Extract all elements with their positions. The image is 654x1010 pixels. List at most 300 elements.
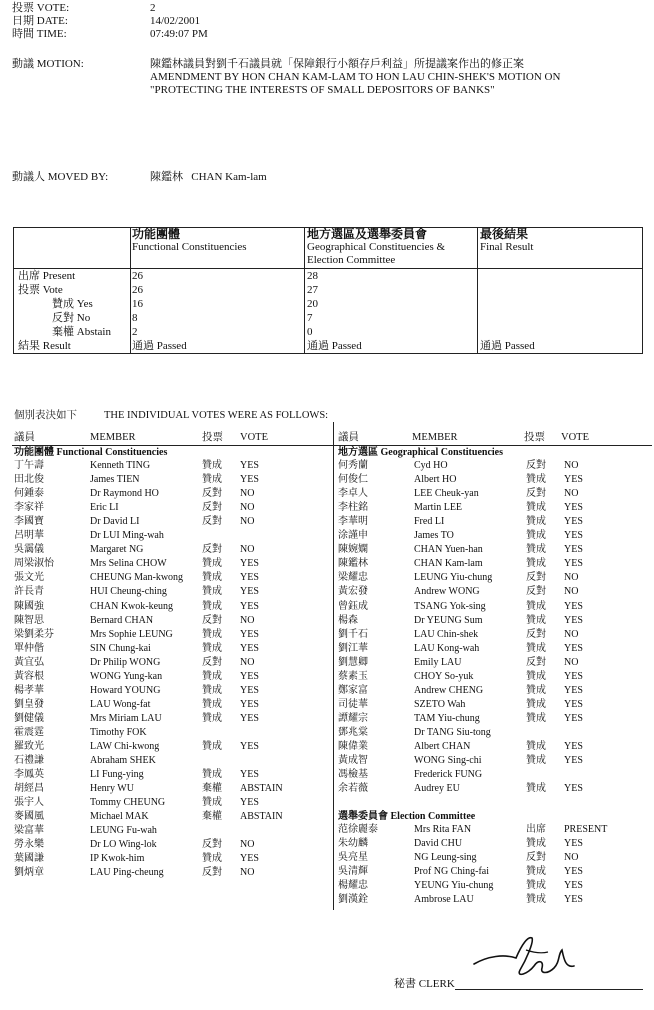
moved-by-value: 陳鑑林 CHAN Kam-lam: [150, 171, 267, 183]
member-vote-row: [14, 487, 332, 501]
gc-value: 7: [307, 312, 313, 324]
member-name-en: LAU Kong-wah: [414, 642, 480, 654]
member-name-en: Dr LUI Ming-wah: [90, 530, 164, 542]
member-name-zh: 蔡素玉: [338, 670, 368, 682]
member-name-en: Albert HO: [414, 474, 457, 486]
vote-en: YES: [240, 600, 259, 612]
member-name-zh: 陳婉嫻: [338, 544, 368, 556]
member-name-en: David CHU: [414, 838, 463, 850]
vote-en: YES: [564, 614, 583, 626]
member-name-zh: 葉國謙: [14, 853, 44, 865]
member-name-en: Abraham SHEK: [90, 755, 156, 767]
member-name-en: YEUNG Yiu-chung: [414, 880, 494, 892]
member-name-zh: 鄧兆棠: [338, 726, 368, 738]
moved-by-label: 動議人 MOVED BY:: [12, 171, 109, 183]
member-name-zh: 楊耀忠: [338, 880, 368, 892]
member-name-en: CHEUNG Man-kwong: [90, 572, 184, 584]
member-vote-row: [338, 837, 654, 851]
member-name-en: Albert CHAN: [414, 741, 471, 752]
member-name-en: James TO: [414, 530, 454, 542]
vote-zh: 贊成: [526, 712, 546, 724]
vote-en: YES: [240, 642, 259, 654]
member-name-en: Ambrose LAU: [414, 894, 474, 906]
member-name-zh: 鄭家富: [338, 684, 368, 696]
vote-zh: 贊成: [526, 544, 546, 556]
signature-line: [455, 989, 643, 990]
member-name-zh: 陳偉業: [338, 741, 368, 752]
gc-header-zh: 地方選區及選舉委員會: [307, 227, 428, 241]
vote-en: NO: [564, 460, 579, 471]
vote-en: NO: [240, 516, 255, 528]
member-vote-row: [338, 740, 654, 754]
member-name-en: Dr Raymond HO: [90, 488, 159, 500]
vote-en: NO: [564, 852, 579, 864]
vote-en: NO: [564, 572, 579, 584]
vote-zh: 贊成: [526, 698, 546, 710]
vote-en: YES: [240, 628, 259, 640]
member-name-en: TAM Yiu-chung: [414, 712, 480, 724]
clerk-signature: [470, 930, 580, 985]
member-name-zh: 劉慧卿: [338, 656, 368, 668]
member-name-en: Dr TANG Siu-tong: [414, 726, 491, 738]
member-vote-row: [14, 529, 332, 543]
member-vote-row: [14, 614, 332, 628]
member-name-en: Mrs Miriam LAU: [90, 712, 162, 724]
member-name-zh: 楊森: [338, 614, 358, 626]
member-name-en: Dr LO Wing-lok: [90, 839, 157, 851]
member-vote-row: [338, 823, 654, 837]
vote-en: YES: [564, 642, 583, 654]
fc-value: 16: [132, 298, 143, 310]
table-divider: [13, 268, 642, 269]
vote-en: YES: [240, 741, 259, 752]
votes-intro-en: THE INDIVIDUAL VOTES WERE AS FOLLOWS:: [104, 410, 329, 421]
motion-title-english-1: AMENDMENT BY HON CHAN KAM-LAM TO HON LAU CHIN-SHEK'S MOTION ON: [150, 71, 561, 83]
member-name-zh: 劉炳章: [14, 867, 44, 879]
vote-en: NO: [240, 614, 255, 626]
member-vote-row: [338, 879, 654, 893]
vote-en: YES: [564, 670, 583, 682]
vote-zh: 贊成: [526, 516, 546, 528]
vote-en: PRESENT: [564, 824, 608, 835]
member-vote-row: [338, 473, 654, 487]
fc-header-en: Functional Constituencies: [132, 241, 247, 253]
member-name-en: Fred LI: [414, 516, 445, 528]
member-vote-row: [14, 824, 332, 838]
vote-en: YES: [564, 838, 583, 850]
member-name-en: Bernard CHAN: [90, 614, 154, 626]
vote-zh: 贊成: [526, 838, 546, 850]
vote-en: NO: [564, 586, 579, 598]
member-vote-row: [338, 893, 654, 907]
column-divider: [477, 227, 478, 353]
member-name-en: LAU Wong-fat: [90, 698, 151, 710]
member-name-en: Martin LEE: [414, 502, 463, 514]
vote-en: ABSTAIN: [240, 783, 283, 795]
time-label: 時間 TIME:: [12, 28, 67, 40]
fc-value: 26: [132, 284, 143, 296]
vote-en: NO: [564, 488, 579, 500]
vote-zh: 反對: [202, 656, 222, 668]
vote-zh: 贊成: [526, 614, 546, 626]
member-name-zh: 黃容根: [14, 670, 44, 682]
member-vote-row: [338, 656, 654, 670]
member-vote-row: [14, 754, 332, 768]
vote-zh: 反對: [526, 656, 546, 668]
vote-en: YES: [564, 894, 583, 906]
votes-intro-zh: 個別表決如下: [14, 410, 77, 421]
member-name-en: Timothy FOK: [90, 726, 147, 738]
vote-zh: 贊成: [526, 755, 546, 767]
member-vote-row: [14, 712, 332, 726]
col-vote-en: VOTE: [240, 432, 268, 443]
fc-header-zh: 功能團體: [132, 227, 181, 241]
member-name-en: Dr Philip WONG: [90, 656, 161, 668]
vote-en: NO: [564, 628, 579, 640]
vote-en: NO: [240, 839, 255, 851]
member-name-zh: 羅致光: [14, 741, 44, 752]
member-name-zh: 吳靄儀: [14, 544, 44, 556]
member-name-zh: 勞永樂: [14, 839, 44, 851]
vote-zh: 贊成: [526, 530, 546, 542]
vote-en: YES: [564, 530, 583, 542]
vote-zh: 贊成: [202, 769, 222, 781]
vote-en: YES: [240, 712, 259, 724]
vote-en: YES: [564, 741, 583, 752]
vote-zh: 反對: [526, 460, 546, 471]
member-name-zh: 丁午壽: [14, 460, 44, 471]
vote-en: NO: [564, 656, 579, 668]
col-member-zh: 議員: [338, 432, 359, 443]
summary-row-label: 棄權 Abstain: [52, 326, 111, 338]
member-name-en: James TIEN: [90, 474, 140, 486]
clerk-label: 秘書 CLERK: [394, 978, 455, 990]
motion-title-chinese: 陳鑑林議員對劉千石議員就「保障銀行小額存戶利益」所提議案作出的修正案: [150, 58, 524, 70]
vote-label: 投票 VOTE:: [12, 2, 70, 14]
vote-zh: 贊成: [202, 558, 222, 570]
summary-row-label: 投票 Vote: [18, 284, 63, 296]
member-name-zh: 何鍾泰: [14, 488, 44, 500]
member-name-zh: 石禮謙: [14, 755, 44, 767]
member-name-zh: 李柱銘: [338, 502, 368, 514]
summary-row-label: 贊成 Yes: [52, 298, 93, 310]
col-member-zh: 議員: [14, 432, 35, 443]
member-vote-row: [338, 585, 654, 599]
col-vote-zh: 投票: [202, 432, 223, 443]
member-vote-row: [338, 684, 654, 698]
vote-zh: 贊成: [202, 600, 222, 612]
member-vote-row: [338, 459, 654, 473]
gc-header-en-2: Election Committee: [307, 254, 396, 266]
member-name-zh: 單仲偕: [14, 642, 44, 654]
member-name-en: LAU Ping-cheung: [90, 867, 164, 879]
vote-zh: 贊成: [202, 853, 222, 865]
vote-en: YES: [564, 544, 583, 556]
vote-zh: 贊成: [202, 670, 222, 682]
member-name-en: SZETO Wah: [414, 698, 466, 710]
member-vote-row: [338, 698, 654, 712]
fc-value: 2: [132, 326, 138, 338]
member-name-zh: 司徒華: [338, 698, 368, 710]
member-name-en: Frederick FUNG: [414, 769, 483, 781]
member-name-zh: 張宇人: [14, 797, 44, 809]
fc-value: 26: [132, 270, 143, 282]
col-member-en: MEMBER: [412, 432, 458, 443]
col-member-en: MEMBER: [90, 432, 136, 443]
vote-zh: 贊成: [526, 558, 546, 570]
vote-zh: 反對: [202, 544, 222, 556]
member-name-en: Tommy CHEUNG: [90, 797, 166, 809]
final-header-en: Final Result: [480, 241, 534, 253]
vote-en: YES: [240, 670, 259, 682]
member-vote-row: [338, 865, 654, 879]
motion-label: 動議 MOTION:: [12, 58, 84, 70]
vote-zh: 反對: [526, 586, 546, 598]
member-name-en: CHAN Yuen-han: [414, 544, 483, 556]
vote-zh: 贊成: [526, 670, 546, 682]
member-name-zh: 張文光: [14, 572, 44, 584]
member-name-en: LI Fung-ying: [90, 769, 144, 781]
member-name-zh: 霍震霆: [14, 726, 44, 738]
member-name-en: WONG Sing-chi: [414, 755, 482, 767]
vote-zh: 反對: [526, 488, 546, 500]
vote-en: YES: [564, 684, 583, 696]
vote-zh: 反對: [526, 572, 546, 584]
member-vote-row: [14, 866, 332, 880]
member-name-zh: 吳清輝: [338, 866, 368, 878]
member-vote-row: [338, 768, 654, 782]
vote-zh: 棄權: [202, 783, 222, 795]
member-name-zh: 曾鈺成: [338, 600, 368, 612]
vote-zh: 贊成: [526, 642, 546, 654]
member-name-zh: 劉健儀: [14, 712, 44, 724]
member-name-zh: 呂明華: [14, 530, 44, 542]
member-vote-row: [338, 782, 654, 796]
member-name-zh: 黃成智: [338, 755, 368, 767]
member-name-en: LEUNG Fu-wah: [90, 825, 157, 837]
member-vote-row: [338, 754, 654, 768]
vote-en: YES: [564, 516, 583, 528]
vote-zh: 棄權: [202, 811, 222, 823]
member-name-en: CHOY So-yuk: [414, 670, 474, 682]
vote-zh: 贊成: [526, 600, 546, 612]
vote-en: YES: [564, 755, 583, 767]
member-vote-row: [338, 726, 654, 740]
member-vote-row: [338, 543, 654, 557]
member-vote-row: [14, 557, 332, 571]
member-name-en: Andrew WONG: [414, 586, 480, 598]
vote-zh: 贊成: [526, 741, 546, 752]
member-name-en: CHAN Kam-lam: [414, 558, 483, 570]
member-name-zh: 胡經昌: [14, 783, 44, 795]
time-value: 07:49:07 PM: [150, 28, 208, 40]
member-vote-row: [14, 543, 332, 557]
fc-value: 通過 Passed: [132, 340, 187, 352]
vote-en: YES: [564, 880, 583, 892]
member-name-en: Henry WU: [90, 783, 134, 795]
member-name-zh: 陳國強: [14, 600, 44, 612]
summary-row-label: 出席 Present: [18, 270, 76, 282]
member-name-zh: 馮檢基: [338, 769, 368, 781]
member-vote-row: [338, 515, 654, 529]
member-name-en: Emily LAU: [414, 656, 462, 668]
member-name-zh: 麥國風: [14, 811, 44, 823]
member-name-en: Kenneth TING: [90, 460, 151, 471]
member-vote-row: [338, 571, 654, 585]
member-name-en: Michael MAK: [90, 811, 149, 823]
member-name-en: TSANG Yok-sing: [414, 600, 486, 612]
member-name-zh: 李卓人: [338, 488, 368, 500]
member-name-en: NG Leung-sing: [414, 852, 477, 864]
member-name-zh: 周梁淑怡: [14, 558, 54, 570]
member-name-en: LAU Chin-shek: [414, 628, 479, 640]
motion-title-english-2: "PROTECTING THE INTERESTS OF SMALL DEPOSITORS OF BANKS": [150, 84, 495, 96]
vote-en: YES: [564, 866, 583, 878]
member-name-zh: 涂謹申: [338, 530, 368, 542]
member-name-en: Mrs Rita FAN: [414, 824, 472, 835]
member-vote-row: [14, 459, 332, 473]
vote-zh: 贊成: [526, 474, 546, 486]
member-name-en: LEE Cheuk-yan: [414, 488, 479, 500]
member-vote-row: [338, 557, 654, 571]
member-name-en: LAW Chi-kwong: [90, 741, 160, 752]
ec-section-title: 選舉委員會 Election Committee: [338, 811, 476, 822]
votes-column-divider: [333, 422, 334, 910]
vote-en: YES: [240, 769, 259, 781]
member-name-en: WONG Yung-kan: [90, 670, 163, 682]
vote-zh: 贊成: [202, 741, 222, 752]
member-name-zh: 范徐麗泰: [338, 824, 378, 835]
member-name-zh: 陳鑑林: [338, 558, 368, 570]
vote-zh: 贊成: [526, 783, 546, 795]
vote-en: YES: [564, 600, 583, 612]
vote-zh: 贊成: [526, 894, 546, 906]
member-name-zh: 吳亮星: [338, 852, 368, 864]
vote-en: NO: [240, 502, 255, 514]
member-name-en: Dr YEUNG Sum: [414, 614, 483, 626]
date-value: 14/02/2001: [150, 15, 201, 27]
vote-en: YES: [240, 460, 259, 471]
vote-en: NO: [240, 544, 255, 556]
member-vote-row: [14, 473, 332, 487]
member-vote-row: [338, 600, 654, 614]
member-name-en: CHAN Kwok-keung: [90, 600, 174, 612]
vote-zh: 反對: [202, 614, 222, 626]
vote-en: YES: [564, 474, 583, 486]
member-name-zh: 劉江華: [338, 642, 368, 654]
vote-en: NO: [240, 656, 255, 668]
member-name-zh: 李鳳英: [14, 769, 44, 781]
member-vote-row: [14, 600, 332, 614]
member-vote-row: [338, 614, 654, 628]
member-name-zh: 楊孝華: [14, 684, 44, 696]
gc-header-en-1: Geographical Constituencies &: [307, 241, 446, 253]
vote-en: YES: [564, 783, 583, 795]
column-divider: [304, 227, 305, 353]
vote-zh: 贊成: [202, 628, 222, 640]
member-vote-row: [338, 712, 654, 726]
member-name-en: LEUNG Yiu-chung: [414, 572, 493, 584]
vote-zh: 贊成: [202, 586, 222, 598]
vote-zh: 反對: [526, 628, 546, 640]
member-vote-row: [14, 656, 332, 670]
member-name-zh: 李國寶: [14, 516, 44, 528]
member-name-zh: 李華明: [338, 516, 368, 528]
member-vote-row: [338, 487, 654, 501]
col-vote-en: VOTE: [561, 432, 589, 443]
vote-en: YES: [240, 684, 259, 696]
vote-en: YES: [240, 853, 259, 865]
vote-zh: 贊成: [526, 502, 546, 514]
member-name-zh: 李家祥: [14, 502, 44, 514]
member-vote-row: [14, 740, 332, 754]
gc-value: 28: [307, 270, 318, 282]
member-name-en: SIN Chung-kai: [90, 642, 151, 654]
vote-number: 2: [150, 2, 156, 14]
vote-zh: 反對: [202, 502, 222, 514]
member-vote-row: [14, 585, 332, 599]
vote-en: ABSTAIN: [240, 811, 283, 823]
member-vote-row: [14, 852, 332, 866]
vote-zh: 贊成: [202, 684, 222, 696]
gc-section-title: 地方選區 Geographical Constituencies: [338, 447, 503, 458]
member-vote-row: [14, 684, 332, 698]
vote-zh: 反對: [202, 516, 222, 528]
vote-en: YES: [564, 502, 583, 514]
member-vote-row: [14, 698, 332, 712]
summary-row-label: 反對 No: [52, 312, 91, 324]
member-name-zh: 劉皇發: [14, 698, 44, 710]
member-name-en: HUI Cheung-ching: [90, 586, 167, 598]
member-name-zh: 劉千石: [338, 628, 368, 640]
member-name-zh: 梁耀忠: [338, 572, 368, 584]
member-name-zh: 何俊仁: [338, 474, 368, 486]
member-vote-row: [338, 628, 654, 642]
vote-en: YES: [240, 797, 259, 809]
gc-value: 0: [307, 326, 313, 338]
member-vote-row: [14, 768, 332, 782]
member-name-en: Howard YOUNG: [90, 684, 161, 696]
member-vote-row: [338, 670, 654, 684]
member-vote-row: [338, 642, 654, 656]
vote-zh: 贊成: [202, 572, 222, 584]
fc-value: 8: [132, 312, 138, 324]
member-name-en: Mrs Sophie LEUNG: [90, 628, 173, 640]
member-name-en: Eric LI: [90, 502, 119, 514]
vote-zh: 贊成: [202, 698, 222, 710]
member-vote-row: [14, 726, 332, 740]
vote-en: YES: [564, 558, 583, 570]
member-name-zh: 譚耀宗: [338, 712, 368, 724]
member-name-zh: 許長青: [14, 586, 44, 598]
vote-en: NO: [240, 867, 255, 879]
vote-zh: 贊成: [202, 460, 222, 471]
member-vote-row: [14, 571, 332, 585]
vote-zh: 贊成: [202, 797, 222, 809]
vote-zh: 反對: [202, 839, 222, 851]
member-vote-row: [338, 851, 654, 865]
vote-en: YES: [564, 712, 583, 724]
member-name-zh: 黃宜弘: [14, 656, 44, 668]
member-vote-row: [14, 810, 332, 824]
member-name-en: Mrs Selina CHOW: [90, 558, 167, 570]
member-vote-row: [14, 628, 332, 642]
member-name-en: Prof NG Ching-fai: [414, 866, 489, 878]
gc-value: 通過 Passed: [307, 340, 362, 352]
fc-section-title: 功能團體 Functional Constituencies: [14, 447, 168, 458]
member-name-zh: 黃宏發: [338, 586, 368, 598]
member-name-en: Dr David LI: [90, 516, 140, 528]
